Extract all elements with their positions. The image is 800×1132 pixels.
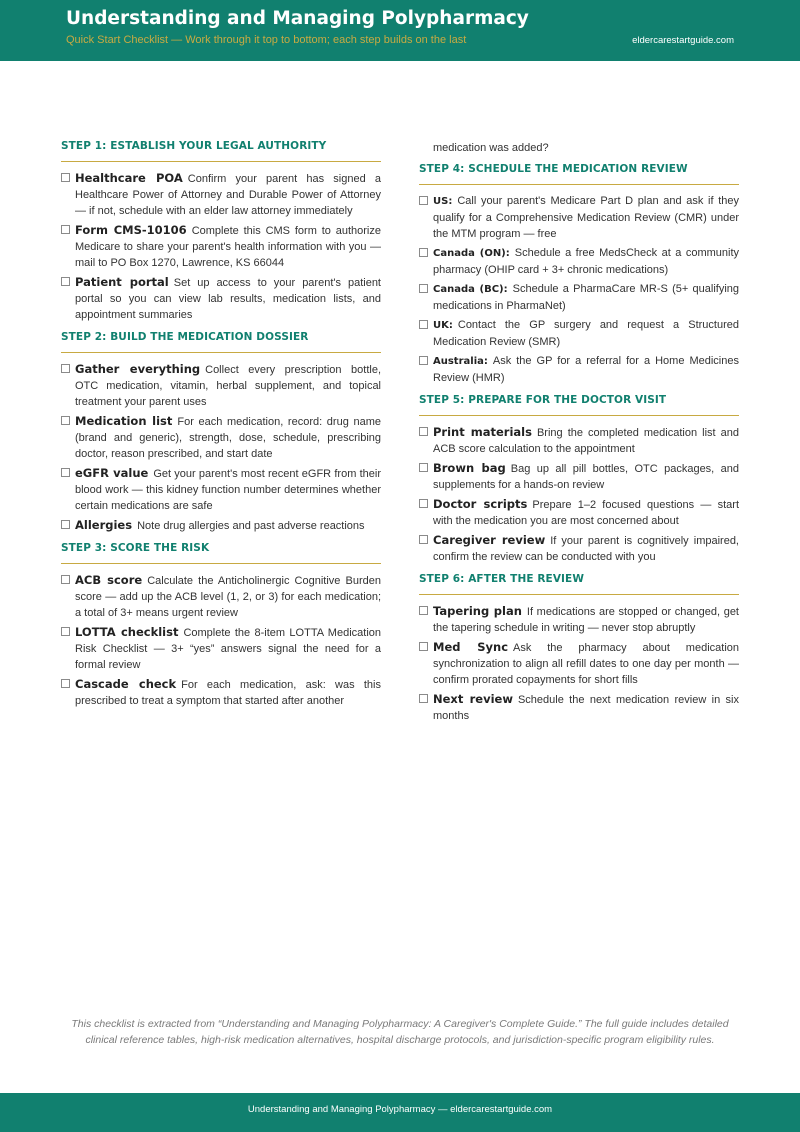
checklist-item-patient-portal [61, 274, 381, 323]
checklist-item-print-materials [419, 424, 739, 457]
checkbox-icon[interactable] [419, 499, 428, 508]
page-title: Understanding and Managing Polypharmacy [66, 8, 529, 29]
checkbox-icon[interactable] [419, 356, 428, 365]
step-3-section [61, 542, 381, 709]
header-banner [0, 0, 800, 61]
checkbox-icon[interactable] [419, 694, 428, 703]
item-label: ACB score [75, 573, 143, 587]
left-column [61, 140, 381, 717]
checkbox-icon[interactable] [419, 427, 428, 436]
item-text: Prepare 1–2 focused questions — start with the medication you are most concerned about [433, 499, 739, 527]
item-label: UK: [433, 320, 453, 331]
checklist-item-canada-bc [419, 281, 739, 314]
checkbox-icon[interactable] [419, 320, 428, 329]
checklist-item-medication-list [61, 413, 381, 462]
item-text: Contact the GP surgery and request a Structured Medication Review (SMR) [433, 319, 739, 348]
item-label: Tapering plan [433, 604, 522, 618]
item-label: Med Sync [433, 640, 509, 654]
item-text: For each medication, record: drug name (brand and generic), strength, dose, schedule, prescribing doctor, reason prescribed, and start date [75, 416, 381, 460]
checkbox-icon[interactable] [419, 463, 428, 472]
item-label: Brown bag [433, 461, 506, 475]
checkbox-icon[interactable] [61, 679, 70, 688]
checklist-item-acb-score [61, 572, 381, 621]
checklist-item-healthcare-poa [61, 170, 381, 219]
footer-bar [0, 1093, 800, 1132]
site-url: eldercarestartguide.com [632, 35, 734, 46]
step-5-title: STEP 5: PREPARE FOR THE DOCTOR VISIT [419, 394, 739, 416]
item-label: Allergies [75, 518, 133, 532]
checkbox-icon[interactable] [61, 416, 70, 425]
checklist-item-egfr-value [61, 465, 381, 514]
item-text: Calculate the Anticholinergic Cognitive Burden score — add up the ACB level (1, 2, or 3) for each medication; a total of 3+ means urgent review [75, 575, 381, 619]
step-6-section [419, 573, 739, 724]
item-label: Form CMS-10106 [75, 223, 187, 237]
item-text: If your parent is cognitively impaired, confirm the review can be conducted with you [433, 535, 739, 563]
item-text: Schedule a free MedsCheck at a community pharmacy (OHIP card + 3+ chronic medications) [433, 247, 740, 276]
checklist-item-next-review [419, 691, 739, 724]
right-column [419, 140, 739, 732]
checkbox-icon[interactable] [419, 248, 428, 257]
step-1-title: STEP 1: ESTABLISH YOUR LEGAL AUTHORITY [61, 140, 381, 162]
item-label: Healthcare POA [75, 171, 183, 185]
checklist-item-australia [419, 353, 739, 386]
checkbox-icon[interactable] [419, 642, 428, 651]
footer-note: This checklist is extracted from “Understanding and Managing Polypharmacy: A Caregiver's Complete Guide.” The full guide includes detailed clinical reference tables, high-risk medication alternatives, hospital discharge protocols, and jurisdiction-specific program eligibility rules. [71, 1018, 729, 1046]
item-text: Get your parent's most recent eGFR from their blood work — this kidney function number determines whether certain medications are safe [75, 468, 381, 512]
checklist-item-gather-everything [61, 361, 381, 410]
checklist-item-tapering-plan [419, 603, 739, 636]
item-label: Canada (ON): [433, 248, 510, 259]
checklist-item-lotta-checklist [61, 624, 381, 673]
checkbox-icon[interactable] [419, 196, 428, 205]
checklist-item-us [419, 193, 739, 242]
checklist-item-brown-bag [419, 460, 739, 493]
checklist-item-allergies [61, 517, 381, 534]
item-label: Patient portal [75, 275, 169, 289]
item-label: Cascade check [75, 677, 177, 691]
checkbox-icon[interactable] [61, 468, 70, 477]
item-label: eGFR value [75, 466, 149, 480]
item-text-continuation: medication was added? [433, 142, 549, 154]
checkbox-icon[interactable] [61, 364, 70, 373]
item-label: Medication list [75, 414, 173, 428]
item-text: Schedule a PharmaCare MR-S (5+ qualifying medications in PharmaNet) [433, 283, 739, 312]
checkbox-icon[interactable] [61, 627, 70, 636]
step-2-section [61, 331, 381, 534]
step-3-title: STEP 3: SCORE THE RISK [61, 542, 381, 564]
checklist-item-form-cms [61, 222, 381, 271]
item-label: LOTTA checklist [75, 625, 179, 639]
checklist-item-uk [419, 317, 739, 350]
item-text: Complete the 8-item LOTTA Medication Risk Checklist — 3+ “yes” answers signal the need for a formal review [75, 627, 381, 671]
checklist-item-caregiver-review [419, 532, 739, 565]
page-subtitle: Quick Start Checklist — Work through it top to bottom; each step builds on the last [66, 34, 467, 46]
item-text: Bring the completed medication list and ACB score calculation to the appointment [433, 427, 740, 455]
item-text: Complete this CMS form to authorize Medicare to share your parent's health information with you — mail to PO Box 1270, Lawrence, KS 66044 [75, 225, 381, 269]
checklist-item-med-sync [419, 639, 739, 688]
item-text: Collect every prescription bottle, OTC medication, vitamin, herbal supplement, and topical treatment your parent uses [75, 364, 381, 408]
step-6-title: STEP 6: AFTER THE REVIEW [419, 573, 739, 595]
item-text: Confirm your parent has signed a Healthcare Power of Attorney and Durable Power of Attorney — if not, schedule with an elder law attorney immediately [75, 173, 381, 217]
step-2-title: STEP 2: BUILD THE MEDICATION DOSSIER [61, 331, 381, 353]
item-label: Australia: [433, 356, 488, 367]
checklist-item-cascade-check [61, 676, 381, 709]
item-text: Ask the pharmacy about medication synchronization to align all refill dates to one day per month — confirm prorated copayments for short fills [433, 642, 740, 686]
item-label: Canada (BC): [433, 284, 508, 295]
step-1-section [61, 140, 381, 323]
checkbox-icon[interactable] [61, 520, 70, 529]
item-label: Caregiver review [433, 533, 546, 547]
checkbox-icon[interactable] [61, 173, 70, 182]
item-label: US: [433, 196, 453, 207]
item-text: Note drug allergies and past adverse reactions [137, 520, 365, 532]
item-text: For each medication, ask: was this prescribed to treat a symptom that started after another [75, 679, 381, 707]
footer-bar-text: Understanding and Managing Polypharmacy — eldercarestartguide.com [247, 1104, 553, 1115]
checkbox-icon[interactable] [61, 225, 70, 234]
checkbox-icon[interactable] [61, 575, 70, 584]
step-4-section [419, 163, 739, 386]
checkbox-icon[interactable] [419, 535, 428, 544]
item-text: Schedule the next medication review in six months [433, 694, 739, 722]
checklist-item-doctor-scripts [419, 496, 739, 529]
item-text: If medications are stopped or changed, get the tapering schedule in writing — never stop abruptly [433, 606, 739, 634]
item-label: Print materials [433, 425, 532, 439]
checkbox-icon[interactable] [61, 277, 70, 286]
item-text: Set up access to your parent's patient portal so you can view lab results, medication lists, and appointment summaries [75, 277, 381, 321]
item-label: Doctor scripts [433, 497, 528, 511]
item-text: Bag up all pill bottles, OTC packages, and supplements for a hands-on review [433, 463, 739, 491]
step-5-section [419, 394, 739, 565]
item-text: Call your parent's Medicare Part D plan and ask if they qualify for a Comprehensive Medication Review (CMR) under the MTM program — free [433, 195, 739, 240]
item-text: Ask the GP for a referral for a Home Medicines Review (HMR) [433, 355, 739, 384]
checkbox-icon[interactable] [419, 284, 428, 293]
checkbox-icon[interactable] [419, 606, 428, 615]
item-label: Gather everything [75, 362, 201, 376]
checklist-item-canada-on [419, 245, 739, 278]
item-label: Next review [433, 692, 513, 706]
step-4-title: STEP 4: SCHEDULE THE MEDICATION REVIEW [419, 163, 739, 185]
